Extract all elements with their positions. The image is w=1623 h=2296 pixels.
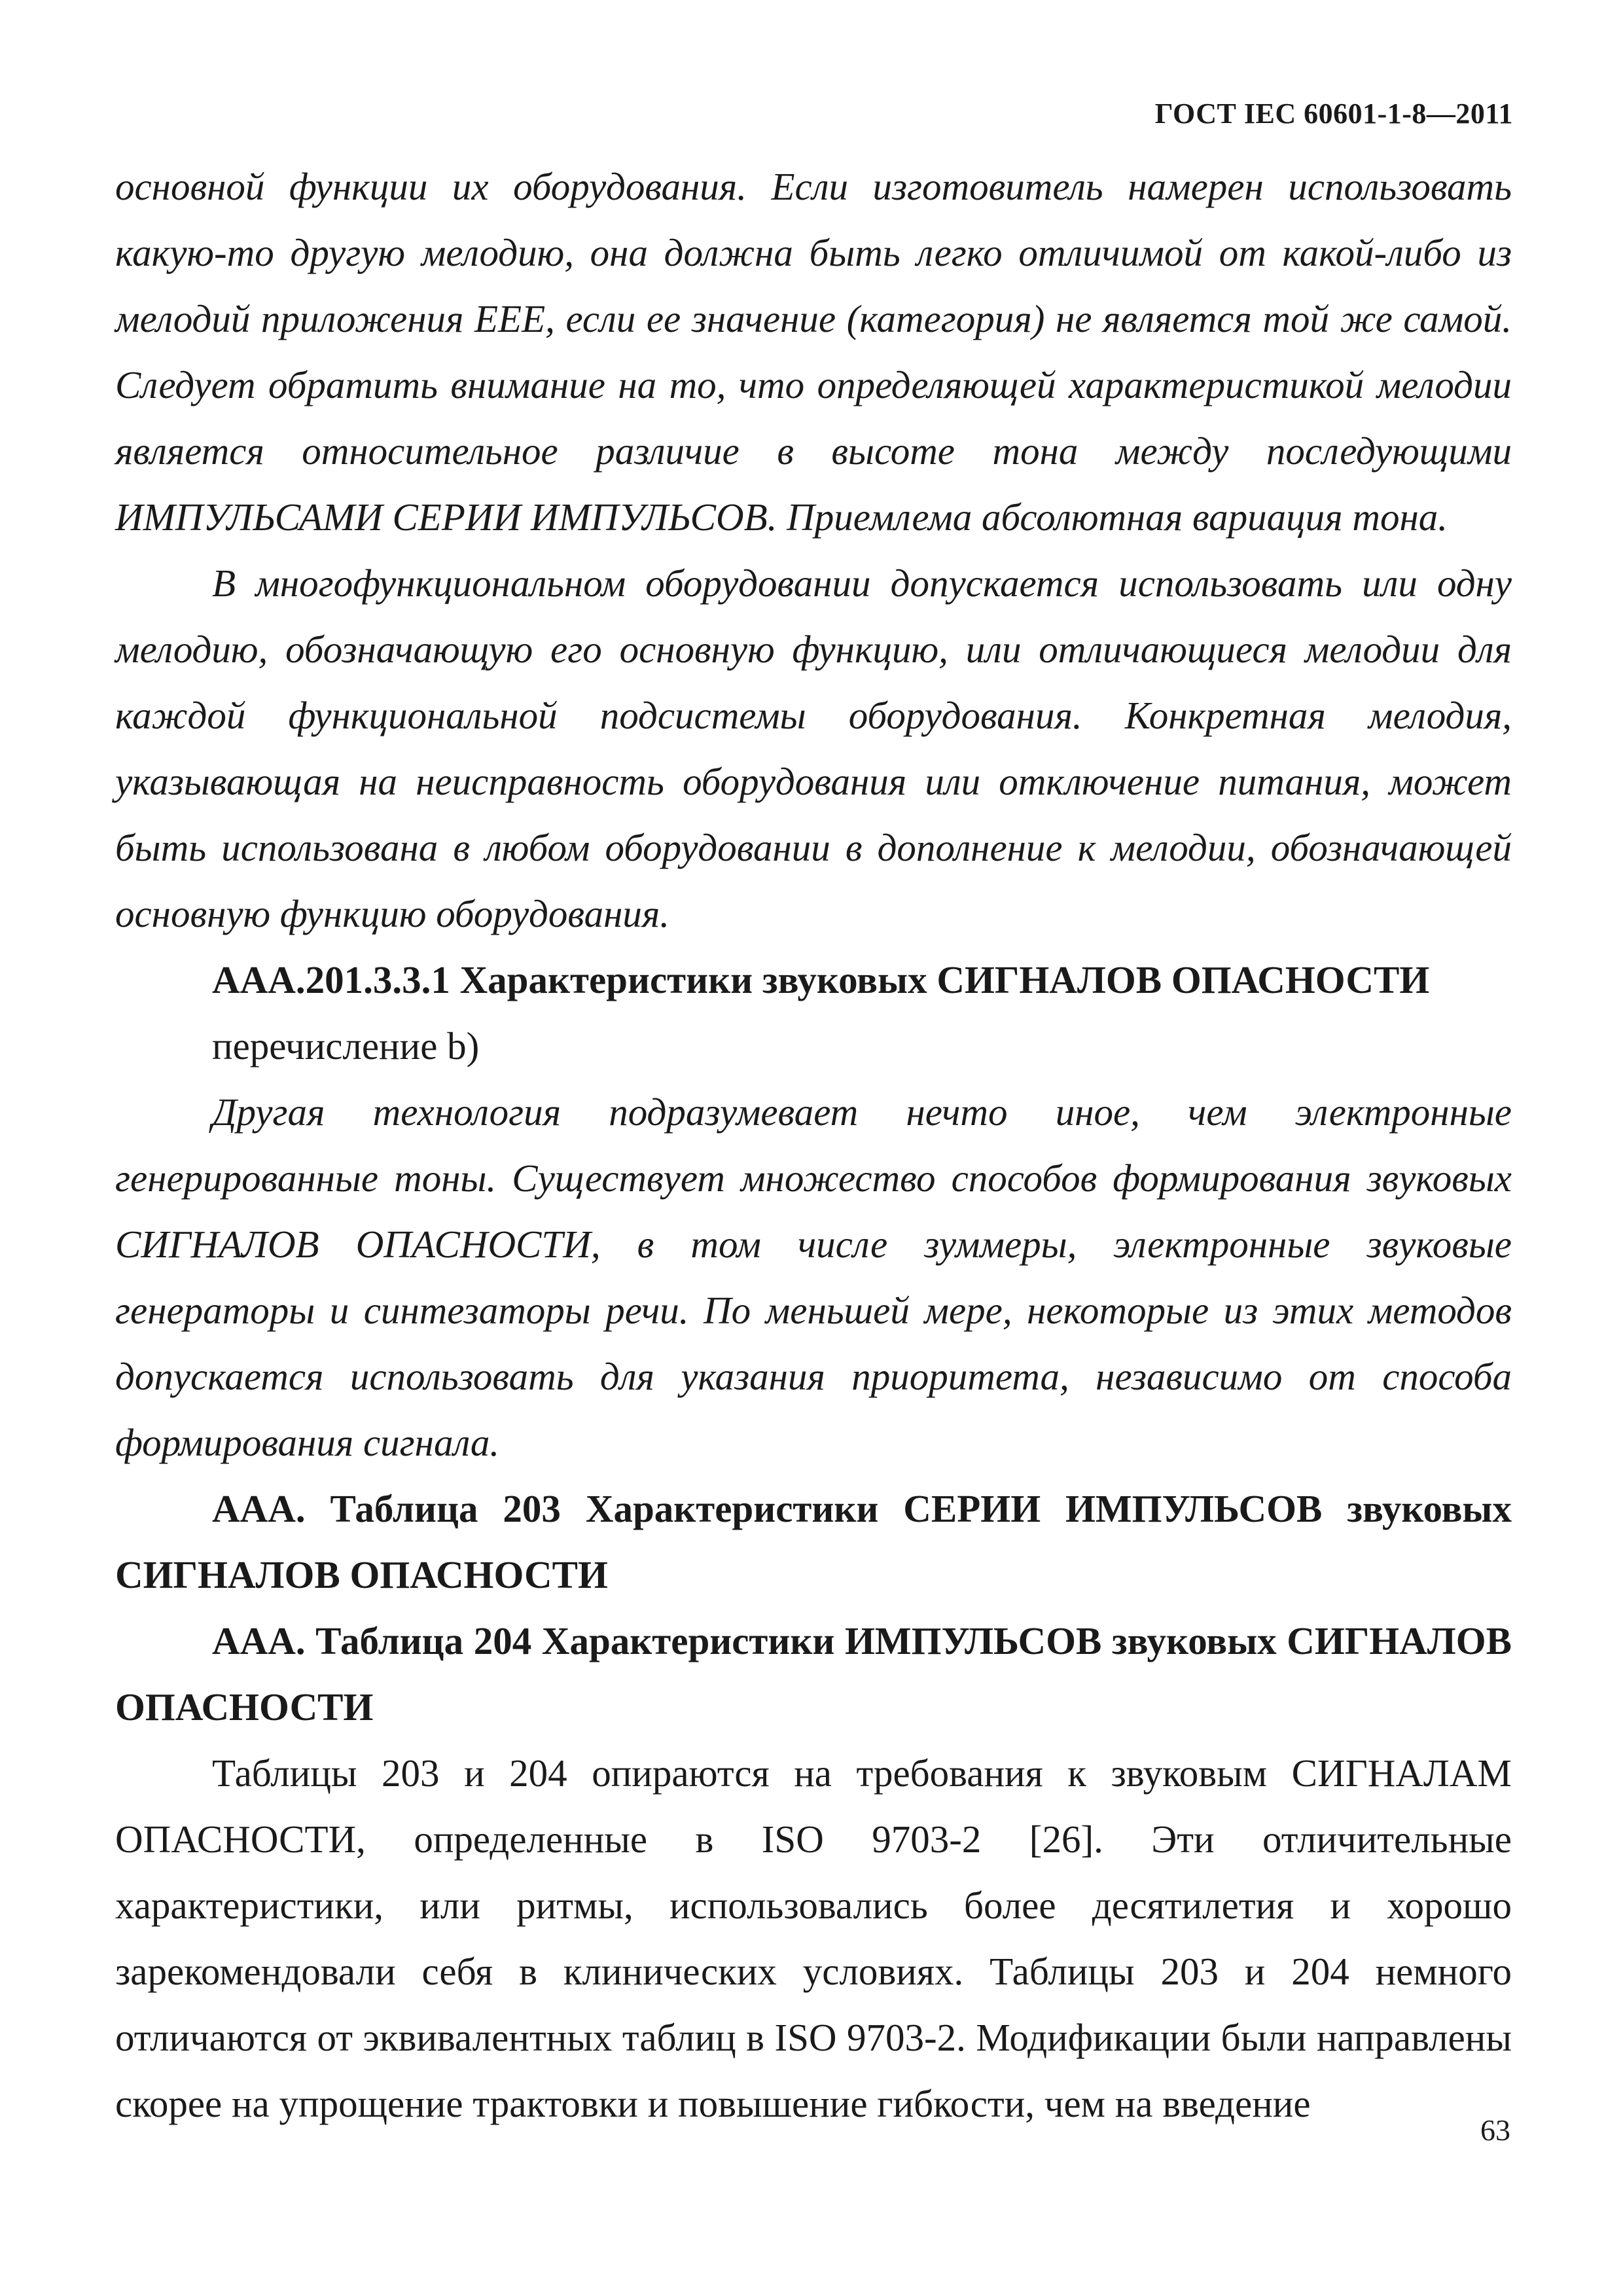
enumeration-label: перечисление b)	[212, 1024, 480, 1067]
paragraph-continuation: основной функции их оборудования. Если изготовитель намерен использовать какую-то другую мелодию, она должна быть легко отличимой от какой-либо из мелодий приложения ЕЕЕ, если ее значение (категория) не является той же самой. Следует обратить внимание на то, что определяющей характеристикой мелодии является относительное различие в высоте тона между последующими ИМПУЛЬСАМИ СЕРИИ ИМПУЛЬСОВ. Приемлема абсолютная вариация тона.	[115, 165, 1512, 539]
section-heading-aaa-201-3-3-1: ААА.201.3.3.1 Характеристики звуковых СИГНАЛОВ ОПАСНОСТИ	[212, 958, 1430, 1001]
paragraph-technology: Другая технология подразумевает нечто иное, чем электронные генерированные тоны. Существует множество способов формирования звуковых СИГНАЛОВ ОПАСНОСТИ, в том числе зуммеры, электронные звуковые генераторы и синтезаторы речи. По меньшей мере, некоторые из этих методов допускается использовать для указания приоритета, независимо от способа формирования сигнала.	[115, 1090, 1512, 1464]
page-body	[115, 154, 1512, 2137]
section-heading-table-204: ААА. Таблица 204 Характеристики ИМПУЛЬСОВ звуковых СИГНАЛОВ ОПАСНОСТИ	[115, 1619, 1512, 1729]
paragraph-multifunction: В многофункциональном оборудовании допускается использовать или одну мелодию, обозначающую его основную функцию, или отличающиеся мелодии для каждой функциональной подсистемы оборудования. Конкретная мелодия, указывающая на неисправность оборудования или отключение питания, может быть использована в любом оборудовании в дополнение к мелодии, обозначающей основную функцию оборудования.	[115, 562, 1512, 935]
section-heading-table-203: ААА. Таблица 203 Характеристики СЕРИИ ИМПУЛЬСОВ звуковых СИГНАЛОВ ОПАСНОСТИ	[115, 1487, 1512, 1596]
page-number: 63	[1480, 2113, 1510, 2147]
standard-header: ГОСТ IEC 60601-1-8—2011	[1154, 98, 1513, 130]
paragraph-tables: Таблицы 203 и 204 опираются на требования к звуковым СИГНАЛАМ ОПАСНОСТИ, определенные в ISO 9703-2 [26]. Эти отличительные характеристики, или ритмы, использовались более десятилетия и хорошо зарекомендовали себя в клинических условиях. Таблицы 203 и 204 немного отличаются от эквивалентных таблиц в ISO 9703-2. Модификации были направлены скорее на упрощение трактовки и повышение гибкости, чем на введение	[115, 1751, 1512, 2125]
